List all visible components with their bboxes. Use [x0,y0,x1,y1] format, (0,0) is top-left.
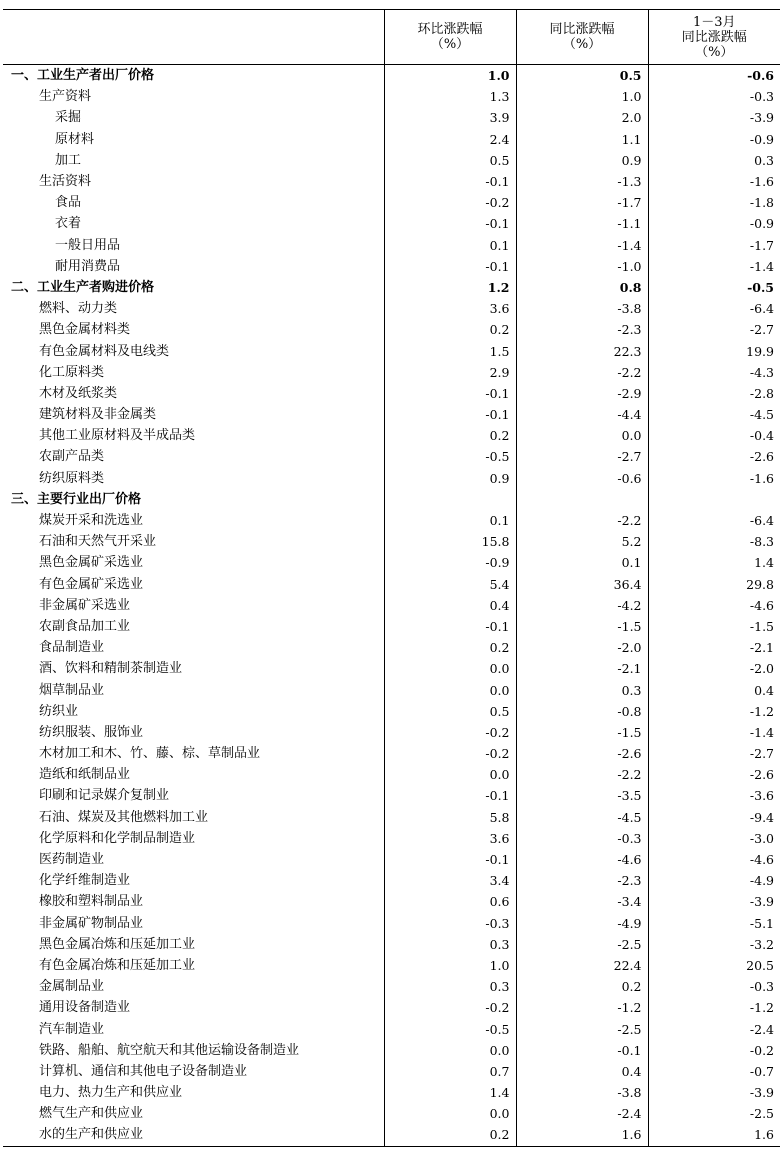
table-row [3,743,780,764]
table-row [3,531,780,552]
row-mom-value: -0.2 [384,997,516,1018]
row-yoy-value: -1.4 [516,235,648,256]
table-row [3,256,780,277]
row-yoy-value: 0.4 [516,1061,648,1082]
row-item-name: 食品制造业 [39,640,105,656]
table-row [3,785,780,806]
row-item-name: 造纸和纸制品业 [39,767,131,783]
row-item-name: 木材及纸浆类 [39,385,118,401]
row-yoy-value: 1.0 [516,86,648,107]
row-item-name: 煤炭开采和洗选业 [39,513,144,529]
table-row [3,997,780,1018]
row-mom-value: 0.1 [384,235,516,256]
row-mom-value: -0.2 [384,743,516,764]
table-row [3,722,780,743]
row-ytd-value: 20.5 [648,955,780,976]
row-ytd-value: -2.8 [648,383,780,404]
row-item-name: 木材加工和木、竹、藤、棕、草制品业 [39,746,261,762]
row-mom-value: 3.9 [384,107,516,128]
row-item-name: 有色金属冶炼和压延加工业 [39,957,196,973]
row-mom-value: 0.0 [384,679,516,700]
row-ytd-value: -1.6 [648,171,780,192]
row-ytd-value: -1.8 [648,192,780,213]
row-mom-value: 1.5 [384,340,516,361]
row-item-name: 一、工业生产者出厂价格 [11,68,155,84]
row-yoy-value: -2.4 [516,1103,648,1124]
table-row [3,828,780,849]
header-ytd-unit: （%） [695,44,734,60]
row-mom-value: 3.6 [384,828,516,849]
row-yoy-value: 1.6 [516,1124,648,1146]
row-yoy-value: -4.6 [516,849,648,870]
row-ytd-value: 0.4 [648,679,780,700]
row-ytd-value: -0.4 [648,425,780,446]
row-yoy-value: 0.1 [516,552,648,573]
row-ytd-value: -6.4 [648,510,780,531]
row-mom-value: 1.3 [384,86,516,107]
table-row [3,213,780,234]
row-item-name: 医药制造业 [39,852,105,868]
table-row [3,404,780,425]
row-mom-value: -0.1 [384,404,516,425]
row-mom-value: 2.9 [384,362,516,383]
table-row [3,1061,780,1082]
row-yoy-value: -4.4 [516,404,648,425]
row-yoy-value: -1.1 [516,213,648,234]
row-item-name: 食品 [55,195,82,211]
row-ytd-value: -3.2 [648,934,780,955]
row-yoy-value: -2.5 [516,934,648,955]
row-mom-value: 0.3 [384,976,516,997]
row-mom-value: -0.2 [384,722,516,743]
row-mom-value: 5.4 [384,574,516,595]
row-mom-value: 0.3 [384,934,516,955]
table-row [3,192,780,213]
table-row [3,658,780,679]
row-yoy-value: 5.2 [516,531,648,552]
row-yoy-value: -4.9 [516,913,648,934]
row-mom-value: 0.1 [384,510,516,531]
row-ytd-value: -0.9 [648,213,780,234]
row-ytd-value: 0.3 [648,150,780,171]
row-yoy-value: -3.8 [516,1082,648,1103]
row-mom-value: 0.5 [384,701,516,722]
row-mom-value: 0.0 [384,764,516,785]
row-item-name: 水的生产和供应业 [3,1124,384,1146]
row-yoy-value: -4.5 [516,807,648,828]
row-item-name: 石油和天然气开采业 [39,534,157,550]
row-mom-value: 2.4 [384,129,516,150]
row-ytd-value: -6.4 [648,298,780,319]
row-item-name: 化工原料类 [39,364,105,380]
row-yoy-value: 0.5 [516,65,648,87]
row-item-name: 计算机、通信和其他电子设备制造业 [39,1063,248,1079]
row-ytd-value: 1.4 [648,552,780,573]
row-yoy-value: -1.5 [516,722,648,743]
table-row [3,107,780,128]
table-row [3,235,780,256]
table-row [3,870,780,891]
row-ytd-value: -4.6 [648,849,780,870]
row-ytd-value: -1.5 [648,616,780,637]
table-row [3,849,780,870]
row-ytd-value: -0.7 [648,1061,780,1082]
table-row [3,807,780,828]
row-ytd-value: -2.5 [648,1103,780,1124]
row-yoy-value: 0.2 [516,976,648,997]
row-yoy-value: 0.3 [516,679,648,700]
row-ytd-value: -1.4 [648,722,780,743]
row-ytd-value: -3.6 [648,785,780,806]
table-section-row [3,277,780,298]
row-mom-value: 15.8 [384,531,516,552]
table-row [3,552,780,573]
row-item-name: 黑色金属冶炼和压延加工业 [39,936,196,952]
row-ytd-value: -1.7 [648,235,780,256]
row-ytd-value: -0.3 [648,976,780,997]
row-mom-value: 3.4 [384,870,516,891]
row-mom-value: 0.6 [384,891,516,912]
row-item-name: 其他工业原材料及半成品类 [39,428,196,444]
row-item-name: 石油、煤炭及其他燃料加工业 [39,809,209,825]
row-item-name: 纺织业 [39,703,79,719]
row-item-name: 采掘 [55,110,82,126]
row-item-name: 建筑材料及非金属类 [39,407,157,423]
row-item-name: 纺织服装、服饰业 [39,724,144,740]
row-yoy-value: -1.7 [516,192,648,213]
table-row [3,510,780,531]
row-ytd-value: -0.3 [648,86,780,107]
row-yoy-value: -2.6 [516,743,648,764]
row-mom-value: 0.2 [384,319,516,340]
row-mom-value: -0.1 [384,213,516,234]
row-ytd-value: -2.0 [648,658,780,679]
price-index-table-container [3,9,780,1147]
table-row [3,298,780,319]
row-mom-value: -0.9 [384,552,516,573]
row-yoy-value: 0.0 [516,425,648,446]
row-item-name: 铁路、船舶、航空航天和其他运输设备制造业 [39,1042,300,1058]
row-mom-value: 0.2 [384,425,516,446]
row-item-name: 金属制品业 [39,979,105,995]
row-mom-value: 0.0 [384,1103,516,1124]
table-row [3,701,780,722]
row-ytd-value: -3.0 [648,828,780,849]
row-yoy-value: -2.2 [516,510,648,531]
row-mom-value: 0.5 [384,150,516,171]
table-row [3,637,780,658]
row-yoy-value: 0.9 [516,150,648,171]
row-item-name: 非金属矿采选业 [39,597,131,613]
header-mom-label: 环比涨跌幅 [417,22,483,37]
table-row [3,913,780,934]
row-item-name: 农副食品加工业 [39,618,131,634]
row-ytd-value: -8.3 [648,531,780,552]
row-ytd-value: -4.6 [648,595,780,616]
row-ytd-value: -0.5 [648,277,780,298]
row-item-name: 生产资料 [39,89,92,105]
row-mom-value: -0.1 [384,171,516,192]
row-item-name: 通用设备制造业 [39,1000,131,1016]
row-item-name: 二、工业生产者购进价格 [11,279,155,295]
row-yoy-value: 36.4 [516,574,648,595]
table-row [3,595,780,616]
row-yoy-value: -0.6 [516,468,648,489]
row-mom-value: 1.0 [384,65,516,87]
row-item-name: 有色金属材料及电线类 [39,343,170,359]
row-ytd-value: -9.4 [648,807,780,828]
row-mom-value: 5.8 [384,807,516,828]
row-ytd-value: -3.9 [648,891,780,912]
row-yoy-value: -2.2 [516,764,648,785]
row-ytd-value: -2.7 [648,319,780,340]
table-row [3,86,780,107]
row-yoy-value: -3.4 [516,891,648,912]
row-ytd-value: -0.2 [648,1040,780,1061]
row-yoy-value: -2.3 [516,870,648,891]
row-yoy-value: -0.8 [516,701,648,722]
table-row [3,171,780,192]
row-item-name: 黑色金属矿采选业 [39,555,144,571]
table-row [3,955,780,976]
row-item-name: 燃料、动力类 [39,301,118,317]
table-row [3,1103,780,1124]
row-item-name: 衣着 [55,216,82,232]
header-ytd-label: 同比涨跌幅 [681,29,747,45]
row-yoy-value: -3.5 [516,785,648,806]
row-mom-value: 0.0 [384,1040,516,1061]
row-item-name: 耐用消费品 [55,258,121,274]
row-ytd-value: 19.9 [648,340,780,361]
row-ytd-value: -2.6 [648,446,780,467]
row-item-name: 印刷和记录媒介复制业 [39,788,170,804]
row-item-name: 电力、热力生产和供应业 [39,1085,183,1101]
table-row [3,468,780,489]
row-mom-value: 0.2 [384,637,516,658]
row-mom-value: 0.7 [384,1061,516,1082]
row-item-name: 化学纤维制造业 [39,873,131,889]
row-yoy-value: -2.1 [516,658,648,679]
header-mom-unit: （%） [430,37,470,52]
header-mom-change [384,10,516,65]
row-yoy-value: -0.3 [516,828,648,849]
row-mom-value: -0.1 [384,616,516,637]
row-mom-value: 1.4 [384,1082,516,1103]
row-item-name: 非金属矿物制品业 [39,915,144,931]
table-section-row [3,65,780,87]
row-item-name: 三、主要行业出厂价格 [11,491,142,507]
row-ytd-value: -2.6 [648,764,780,785]
row-ytd-value: -1.2 [648,997,780,1018]
row-ytd-value: 1.6 [648,1124,780,1146]
row-item-name: 一般日用品 [55,237,121,253]
header-yoy-label: 同比涨跌幅 [549,22,615,37]
row-yoy-value: 0.8 [516,277,648,298]
row-ytd-value: -4.9 [648,870,780,891]
row-item-name: 纺织原料类 [39,470,105,486]
row-mom-value: -0.1 [384,849,516,870]
row-mom-value: -0.3 [384,913,516,934]
row-mom-value: 1.0 [384,955,516,976]
row-mom-value: -0.1 [384,256,516,277]
row-ytd-value: -1.2 [648,701,780,722]
row-ytd-value: -4.5 [648,404,780,425]
row-item-name: 橡胶和塑料制品业 [39,894,144,910]
row-mom-value: -0.2 [384,192,516,213]
row-yoy-value: 2.0 [516,107,648,128]
row-yoy-value [516,489,648,510]
row-yoy-value: -1.5 [516,616,648,637]
row-ytd-value: -0.9 [648,129,780,150]
header-ytd-yoy-change [648,10,780,65]
row-mom-value [384,489,516,510]
row-mom-value: 0.0 [384,658,516,679]
row-yoy-value: -2.9 [516,383,648,404]
header-ytd-period: 1－3月 [692,14,736,30]
header-item-name [3,10,384,65]
table-body [3,65,780,1147]
header-yoy-unit: （%） [562,37,602,52]
row-item-name: 农副产品类 [39,449,105,465]
row-yoy-value: -2.3 [516,319,648,340]
row-ytd-value: -4.3 [648,362,780,383]
table-header-row [3,10,780,65]
row-item-name: 汽车制造业 [39,1021,105,1037]
row-yoy-value: 22.3 [516,340,648,361]
price-index-table [3,9,780,1147]
row-item-name: 烟草制品业 [39,682,105,698]
row-ytd-value: 29.8 [648,574,780,595]
table-row [3,891,780,912]
row-yoy-value: 1.1 [516,129,648,150]
row-mom-value: -0.5 [384,446,516,467]
table-row [3,764,780,785]
row-ytd-value: -5.1 [648,913,780,934]
table-row [3,362,780,383]
row-ytd-value: -0.6 [648,65,780,87]
row-mom-value: 0.2 [384,1124,516,1146]
row-ytd-value: -1.6 [648,468,780,489]
table-row [3,616,780,637]
row-yoy-value: -2.5 [516,1018,648,1039]
row-ytd-value: -3.9 [648,107,780,128]
table-row [3,446,780,467]
row-yoy-value: -1.3 [516,171,648,192]
row-ytd-value: -2.1 [648,637,780,658]
row-yoy-value: 22.4 [516,955,648,976]
table-row [3,1018,780,1039]
row-ytd-value: -1.4 [648,256,780,277]
header-yoy-change [516,10,648,65]
table-row [3,1124,780,1146]
row-yoy-value: -2.0 [516,637,648,658]
table-row [3,383,780,404]
row-item-name: 加工 [55,152,82,168]
row-yoy-value: -3.8 [516,298,648,319]
row-yoy-value: -1.2 [516,997,648,1018]
row-mom-value: 1.2 [384,277,516,298]
row-item-name: 生活资料 [39,174,92,190]
table-row [3,340,780,361]
table-row [3,976,780,997]
row-ytd-value: -3.9 [648,1082,780,1103]
row-yoy-value: -1.0 [516,256,648,277]
row-item-name: 原材料 [55,131,95,147]
table-row [3,150,780,171]
row-yoy-value: -4.2 [516,595,648,616]
row-item-name: 化学原料和化学制品制造业 [39,830,196,846]
table-row [3,934,780,955]
row-yoy-value: -2.2 [516,362,648,383]
row-item-name: 黑色金属材料类 [39,322,131,338]
table-row [3,1082,780,1103]
table-row [3,574,780,595]
row-mom-value: -0.1 [384,383,516,404]
table-row [3,129,780,150]
row-mom-value: -0.5 [384,1018,516,1039]
table-row [3,319,780,340]
table-row [3,679,780,700]
row-item-name: 有色金属矿采选业 [39,576,144,592]
row-ytd-value: -2.7 [648,743,780,764]
table-row [3,1040,780,1061]
row-yoy-value: -2.7 [516,446,648,467]
row-yoy-value: -0.1 [516,1040,648,1061]
row-mom-value: -0.1 [384,785,516,806]
table-row [3,425,780,446]
row-item-name: 燃气生产和供应业 [39,1106,144,1122]
row-ytd-value: -2.4 [648,1018,780,1039]
table-section-row [3,489,780,510]
row-mom-value: 0.4 [384,595,516,616]
row-mom-value: 0.9 [384,468,516,489]
row-mom-value: 3.6 [384,298,516,319]
row-ytd-value [648,489,780,510]
row-item-name: 酒、饮料和精制茶制造业 [39,661,183,677]
